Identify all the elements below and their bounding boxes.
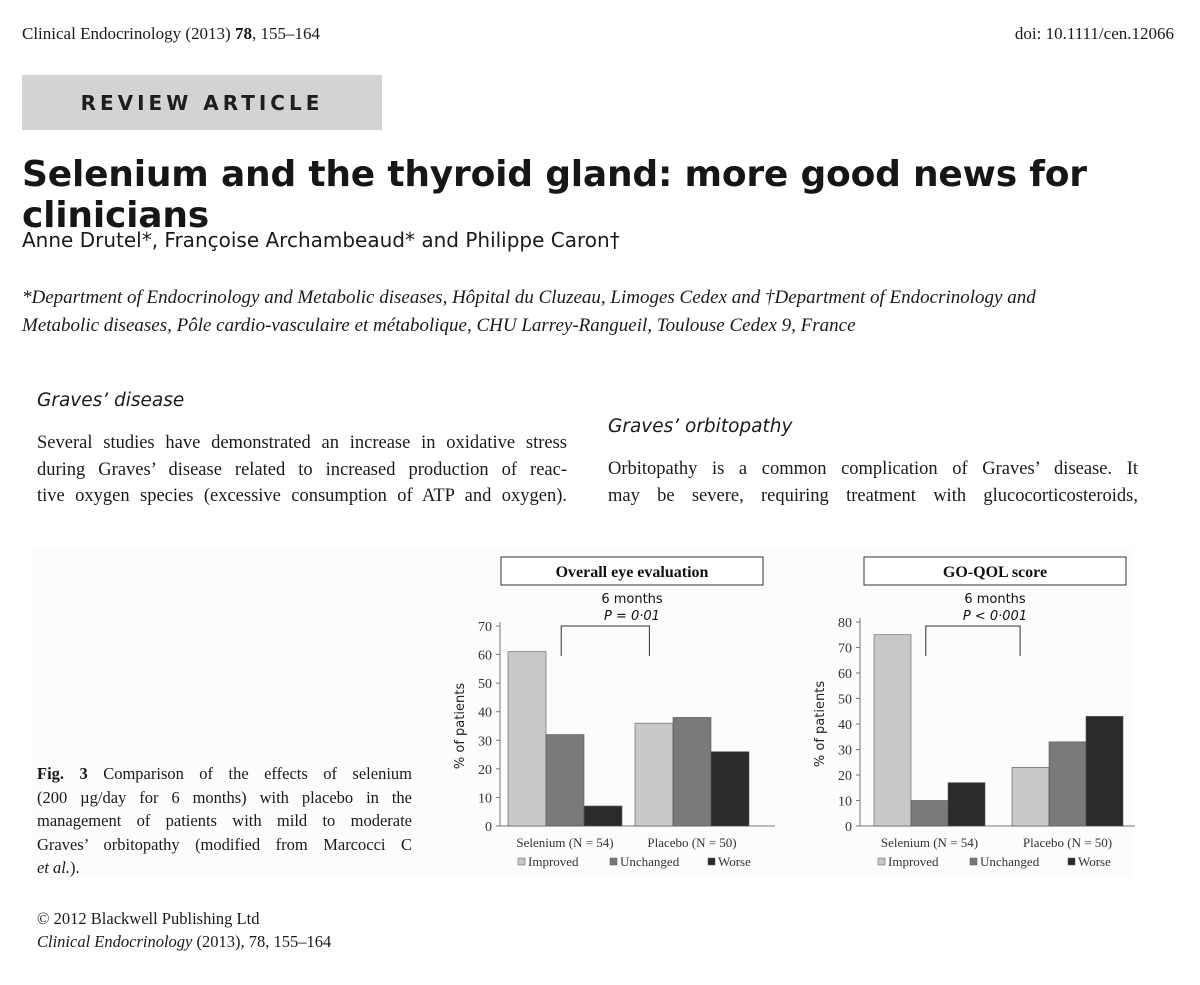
chart-1-category-label: Placebo (N = 50) xyxy=(647,835,737,850)
section-paragraph-graves-orbitopathy xyxy=(608,456,1138,509)
chart-1-bar-improved-2 xyxy=(635,723,673,826)
footer-journal-name: Clinical Endocrinology xyxy=(37,932,193,951)
chart-1-significance-bracket xyxy=(561,626,649,656)
article-type-banner xyxy=(22,75,382,130)
chart-1-y-tick-label: 50 xyxy=(478,677,492,693)
caption-line: management of patients with mild to moderate xyxy=(37,811,412,830)
footer-journal-details: (2013), 78, 155–164 xyxy=(192,932,332,951)
chart-2-y-tick-label: 30 xyxy=(838,743,852,759)
chart-1-y-tick-label: 40 xyxy=(478,705,492,721)
chart-2-annotation-p: P < 0·001 xyxy=(962,609,1028,624)
caption-tail: ). xyxy=(70,858,80,877)
journal-ref-volume: 78 xyxy=(234,24,252,43)
chart-1-bar-unchanged-2 xyxy=(673,717,711,826)
chart-2-y-tick-label: 40 xyxy=(838,718,852,733)
chart-2-y-tick-label: 80 xyxy=(838,616,852,631)
chart-2-y-tick-label: 20 xyxy=(838,769,852,784)
chart-2-bar-improved-1 xyxy=(874,635,911,826)
chart-2-legend-swatch-worse xyxy=(1068,858,1075,865)
chart-1-y-tick-label: 20 xyxy=(478,762,492,778)
footer-journal-ref xyxy=(37,930,331,953)
chart-1-y-tick-label: 0 xyxy=(485,820,492,835)
chart-2-bar-unchanged-1 xyxy=(911,801,948,827)
chart-1-bar-worse-1 xyxy=(584,806,622,826)
figure-charts xyxy=(440,548,1160,883)
chart-2-y-tick-label: 60 xyxy=(838,667,852,682)
author-affiliations xyxy=(22,284,1172,340)
chart-2-legend-swatch-unchanged xyxy=(970,858,977,865)
paragraph-line: Orbitopathy is a common complication of Graves’ disease. It xyxy=(608,459,1138,479)
chart-2-bar-improved-2 xyxy=(1012,767,1049,826)
affiliation-line: Metabolic diseases, Pôle cardio-vasculaire et métabolique, CHU Larrey-Rangueil, Toulouse Cedex 9, France xyxy=(22,315,856,336)
article-type-label: REVIEW ARTICLE xyxy=(80,90,324,115)
article-authors: Anne Drutel*, Françoise Archambeaud* and Philippe Caron† xyxy=(22,228,620,252)
chart-1-y-tick-label: 60 xyxy=(478,648,492,664)
chart-1-bar-unchanged-1 xyxy=(546,735,584,826)
chart-2-legend-swatch-improved xyxy=(878,858,885,865)
chart-2-bar-unchanged-2 xyxy=(1049,742,1086,826)
chart-1-bar-worse-2 xyxy=(711,752,749,826)
chart-1-y-tick-label: 70 xyxy=(478,620,492,635)
chart-2-category-label: Placebo (N = 50) xyxy=(1022,835,1113,850)
figure-caption xyxy=(37,762,412,880)
footer xyxy=(37,907,331,953)
chart-2-y-label: % of patients xyxy=(813,680,828,768)
caption-etal: et al. xyxy=(37,858,70,877)
chart-1-bar-improved-1 xyxy=(508,652,546,826)
caption-line xyxy=(37,856,412,880)
chart-1-legend-swatch-unchanged xyxy=(610,858,617,865)
caption-line: Graves’ orbitopathy (modified from Marcocci C xyxy=(37,834,412,854)
chart-2-bar-worse-1 xyxy=(948,783,985,826)
chart-2-significance-bracket xyxy=(926,626,1020,656)
chart-2-category-label: Selenium (N = 54) xyxy=(880,835,979,850)
chart-2-y-tick-label: 0 xyxy=(845,820,852,835)
paragraph-line: Several studies have demonstrated an increase in oxidative stress xyxy=(37,433,567,453)
chart-1-legend-label-improved: Improved xyxy=(528,854,579,869)
chart-2-bar-worse-2 xyxy=(1086,716,1123,826)
paragraph-line: tive oxygen species (excessive consumption of ATP and oxygen). xyxy=(37,486,567,506)
chart-2-title: GO-QOL score xyxy=(942,564,1048,581)
chart-1-annotation-period: 6 months xyxy=(601,592,663,607)
chart-2-annotation-period: 6 months xyxy=(964,592,1026,607)
chart-1-annotation-p: P = 0·01 xyxy=(604,609,660,624)
chart-2-y-tick-label: 10 xyxy=(838,794,852,810)
chart-1-category-label: Selenium (N = 54) xyxy=(516,835,614,850)
chart-1-legend-label-unchanged: Unchanged xyxy=(620,854,680,869)
journal-reference xyxy=(22,24,320,44)
section-heading-graves-disease: Graves’ disease xyxy=(37,390,185,411)
chart-1-legend-swatch-improved xyxy=(518,858,525,865)
caption-line: (200 µg/day for 6 months) with placebo in the xyxy=(37,787,412,807)
chart-1-y-label: % of patients xyxy=(453,682,468,770)
article-title: Selenium and the thyroid gland: more good news for clinicians xyxy=(22,154,1087,236)
caption-label: Fig. 3 xyxy=(37,764,88,783)
paragraph-line: during Graves’ disease related to increased production of reac- xyxy=(37,459,567,480)
section-heading-graves-orbitopathy: Graves’ orbitopathy xyxy=(608,416,793,437)
journal-ref-prefix: Clinical Endocrinology (2013) xyxy=(22,24,235,43)
chart-1-legend-label-worse: Worse xyxy=(718,854,751,869)
section-paragraph-graves-disease xyxy=(37,430,567,510)
chart-2-legend-label-unchanged: Unchanged xyxy=(980,854,1040,869)
chart-2-y-tick-label: 70 xyxy=(838,641,852,657)
chart-1-legend-swatch-worse xyxy=(708,858,715,865)
chart-1-y-tick-label: 10 xyxy=(478,791,492,807)
chart-2-y-tick-label: 50 xyxy=(838,692,852,708)
caption-text: Comparison of the effects of selenium xyxy=(87,764,412,783)
chart-2-legend-label-improved: Improved xyxy=(888,854,939,869)
doi[interactable]: doi: 10.1111/cen.12066 xyxy=(1014,24,1174,43)
caption-line xyxy=(37,762,412,786)
chart-2-legend-label-worse: Worse xyxy=(1078,854,1111,869)
chart-1-title: Overall eye evaluation xyxy=(555,564,709,581)
journal-ref-pages: , 155–164 xyxy=(251,24,320,43)
chart-1-y-tick-label: 30 xyxy=(478,734,492,750)
copyright-notice: © 2012 Blackwell Publishing Ltd xyxy=(37,909,260,928)
paragraph-line: may be severe, requiring treatment with glucocorticosteroids, xyxy=(608,485,1138,506)
affiliation-line: *Department of Endocrinology and Metabolic diseases, Hôpital du Cluzeau, Limoges Cedex and †Department of Endocrinology and xyxy=(22,287,1036,308)
